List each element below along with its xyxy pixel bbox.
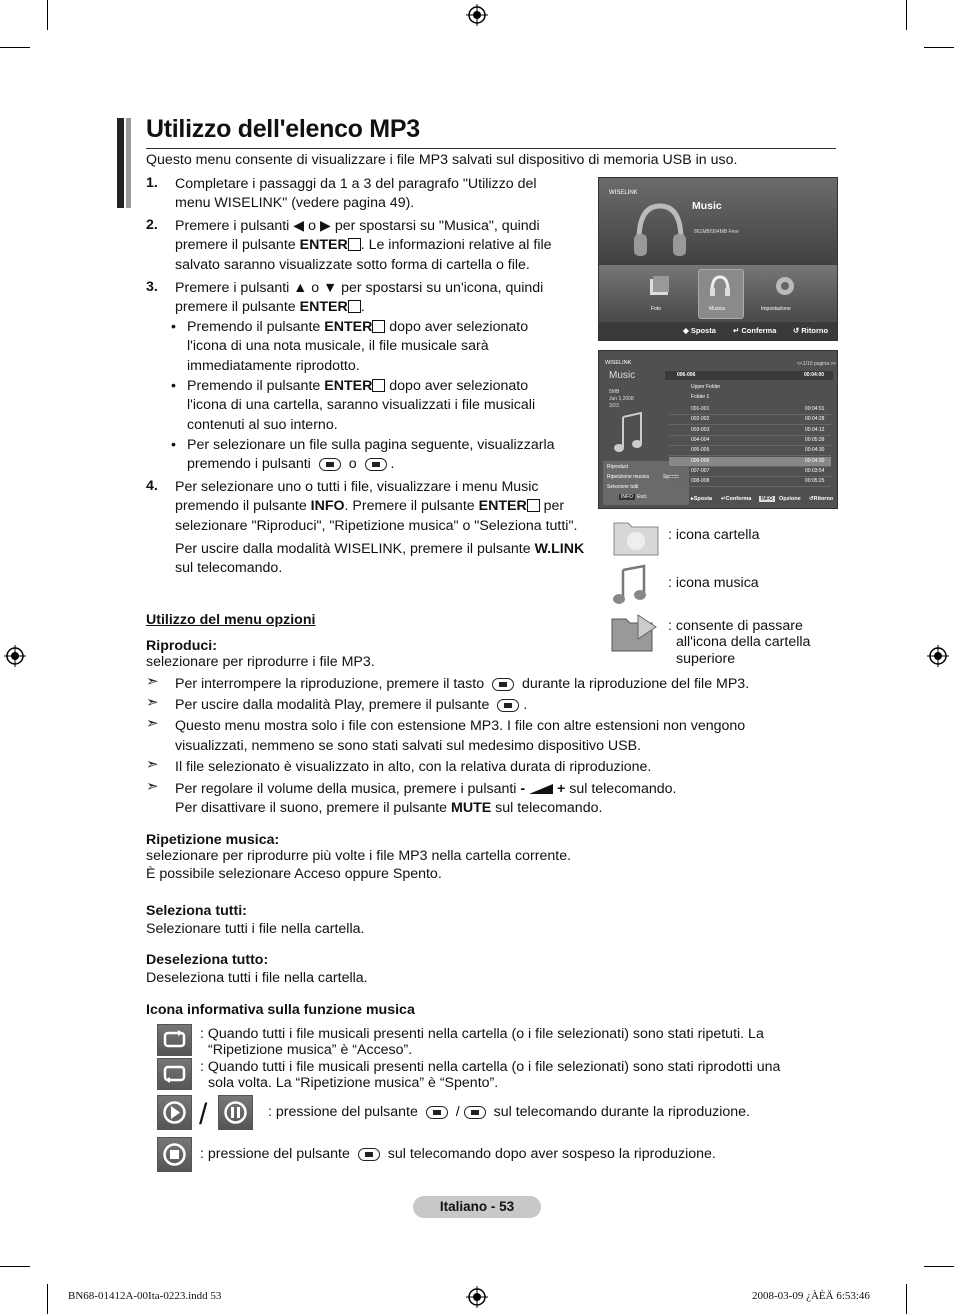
file-row-time: 00:04:30 [805, 447, 825, 454]
menu-esci[interactable]: Esci [637, 494, 647, 500]
bullet3-line1: Per selezionare un file sulla pagina seguente, visualizzarla [187, 437, 555, 453]
file-row[interactable] [669, 415, 831, 425]
file-row-name: 008-008 [691, 478, 710, 485]
repeat-off-text-2: sola volta. La “Ripetizione musica” è “Spento”. [208, 1075, 499, 1091]
riproduci-text: selezionare per riprodurre i file MP3. [146, 654, 375, 670]
folder-icon-label: : icona cartella [668, 527, 760, 543]
ripetizione-heading: Ripetizione musica: [146, 832, 280, 848]
step3-line2: premere il pulsante ENTER . [175, 299, 365, 315]
ripetizione-text-2: È possibile selezionare Acceso oppure Spento. [146, 866, 442, 882]
file-row-time: 00:04:28 [805, 416, 825, 423]
file-count: 3/23 [609, 403, 619, 409]
rewind-button-icon [319, 458, 341, 471]
music-icon [612, 564, 650, 606]
repeat-on-icon [157, 1024, 192, 1056]
heading-bar [117, 118, 124, 208]
file-row[interactable] [669, 446, 831, 456]
note-arrow-icon: ➣ [146, 756, 159, 773]
slash-separator: / [199, 1098, 208, 1131]
music-note-icon [613, 411, 647, 455]
photo-icon [647, 274, 673, 300]
file-row[interactable] [669, 405, 831, 415]
options-heading: Utilizzo del menu opzioni [146, 612, 316, 628]
hint-conferma: ↵Conferma [721, 496, 752, 502]
upper-folder-label-2: all'icona della cartella [676, 634, 811, 650]
now-playing-range: 006-006 [677, 372, 696, 378]
stop-text: : pressione del pulsante sul telecomando dopo aver sospeso la riproduzione. [200, 1146, 716, 1162]
footer-timestamp: 2008-03-09 ¿ÀÈÄ 6:53:46 [752, 1290, 870, 1302]
note-6: Per disattivare il suono, premere il pulsante MUTE sul telecomando. [175, 800, 603, 816]
hint-conferma: ↵ Conferma [733, 326, 777, 335]
step4-line2: premendo il pulsante INFO. Premere il pulsante ENTER per [175, 498, 565, 514]
intro-text: Questo menu consente di visualizzare i file MP3 salvati sul dispositivo di memoria USB in uso. [146, 152, 738, 168]
seleziona-text: Selezionare tutti i file nella cartella. [146, 921, 365, 937]
bullet1-line3: immediatamente riprodotto. [187, 358, 360, 374]
pause-icon [218, 1095, 253, 1130]
file-row-time: 00:04:12 [805, 426, 825, 433]
pause-button-icon [464, 1106, 486, 1119]
step-number: 2. [146, 217, 158, 233]
enter-icon [348, 300, 361, 313]
seleziona-heading: Seleziona tutti: [146, 903, 247, 919]
enter-icon [348, 238, 361, 251]
wiselink-logo: WISELINK [609, 190, 638, 196]
step1-line2: menu WISELINK" (vedere pagina 49). [175, 195, 415, 211]
registration-mark-bottom [466, 1286, 488, 1308]
enter-icon [527, 499, 540, 512]
file-row[interactable] [669, 436, 831, 446]
music-tab-icon [707, 273, 733, 299]
bullet-dot: • [171, 378, 176, 394]
enter-icon [372, 379, 385, 392]
step2-line1: Premere i pulsanti ◀ o ▶ per spostarsi su "Musica", quindi [175, 218, 540, 234]
step-number: 4. [146, 478, 158, 494]
note-3-line1: Questo menu mostra solo i file con estensione MP3. I file con altre estensioni non vengono [175, 718, 746, 734]
note-arrow-icon: ➣ [146, 673, 159, 690]
enter-icon [372, 320, 385, 333]
bullet-dot: • [171, 437, 176, 453]
bullet2-line3: contenuti al suo interno. [187, 417, 338, 433]
file-row-name: 005-005 [691, 447, 710, 454]
deseleziona-heading: Deseleziona tutto: [146, 952, 269, 968]
stop-button-icon [497, 699, 519, 712]
file-row-time: 00:04:30 [805, 457, 825, 464]
file-row[interactable] [669, 477, 831, 487]
file-row-name: 007-007 [691, 467, 710, 474]
file-row-name: 006-006 [691, 457, 710, 464]
step3-line1: Premere i pulsanti ▲ o ▼ per spostarsi su un'icona, quindi [175, 280, 544, 296]
hint-sposta: ◆ Sposta [683, 326, 716, 335]
page-title: Utilizzo dell'elenco MP3 [146, 115, 420, 143]
repeat-off-text-1: : Quando tutti i file musicali presenti nella cartella (o i file selezionati) sono stati riprodotti una [200, 1059, 781, 1075]
info-icons-heading: Icona informativa sulla funzione musica [146, 1002, 415, 1018]
menu-info-key: INFO [621, 494, 633, 500]
option-riproduci[interactable]: Riproduci [607, 464, 629, 470]
note-arrow-icon: ➣ [146, 694, 159, 711]
step2-line2: premere il pulsante ENTER . Le informazioni relative al file [175, 237, 552, 253]
file-row-name: 004-004 [691, 436, 710, 443]
step1-line1: Completare i passaggi da 1 a 3 del paragrafo "Utilizzo del [175, 176, 537, 192]
music-label: Music [609, 370, 636, 381]
upper-folder-label-3: superiore [676, 651, 736, 667]
file-date: Jun 1,2008 [609, 396, 634, 402]
registration-mark-top [466, 4, 488, 26]
hint-opzione: Opzione [779, 496, 801, 502]
repeat-on-text-2: “Ripetizione musica” è “Acceso”. [208, 1042, 413, 1058]
page-number-badge: Italiano - 53 [413, 1196, 541, 1218]
repeat-off-icon [157, 1058, 192, 1090]
note-5: Per regolare il volume della musica, premere i pulsanti - + sul telecomando. [175, 781, 677, 797]
riproduci-heading: Riproduci: [146, 638, 217, 654]
step-number: 3. [146, 279, 158, 295]
ripetizione-text-1: selezionare per riprodurre più volte i file MP3 nella cartella corrente. [146, 848, 572, 864]
hint-ritorno: ↺Ritorno [809, 496, 834, 502]
file-row-name: 001-001 [691, 406, 710, 412]
forward-button-icon [365, 458, 387, 471]
stop-button-icon [358, 1148, 380, 1161]
file-row[interactable] [669, 467, 831, 477]
repeat-on-text-1: : Quando tutti i file musicali presenti nella cartella (o i file selezionati) sono stati ripetuti. La [200, 1026, 764, 1042]
option-ripetizione-value: Spento [663, 474, 679, 480]
play-button-icon [426, 1106, 448, 1119]
footer-file: BN68-01412A-00Ita-0223.indd 53 [68, 1290, 222, 1302]
note-1: Per interrompere la riproduzione, premere il tasto durante la riproduzione del file MP3. [175, 676, 750, 692]
music-label: Music [692, 200, 722, 212]
volume-icon [529, 784, 553, 794]
registration-mark-left [4, 645, 26, 667]
folder-1[interactable]: Folder 1 [691, 394, 710, 400]
bullet2-line1: Premendo il pulsante ENTER dopo aver selezionato [187, 378, 529, 394]
stop-button-icon [492, 678, 514, 691]
note-arrow-icon: ➣ [146, 778, 159, 795]
upper-folder-icon [610, 611, 660, 655]
deseleziona-text: Deseleziona tutti i file nella cartella. [146, 970, 368, 986]
now-playing-time: 00:04:00 [804, 372, 825, 378]
page-indicator: <<1/10 pagina >> [797, 361, 837, 367]
option-seleziona-tutti[interactable]: Selezione tutti [607, 484, 639, 490]
play-pause-text: : pressione del pulsante / sul telecomando durante la riproduzione. [268, 1104, 750, 1120]
bullet1-line2: l'icona di una nota musicale, il file musicale sarà [187, 338, 489, 354]
file-row-name: 003-003 [691, 426, 710, 433]
note-3-line2: visualizzati, nemmeno se sono stati salvati sul medesimo dispositivo USB. [175, 738, 642, 754]
music-icon-label: : icona musica [668, 575, 759, 591]
file-row-time: 00:03:54 [805, 467, 825, 474]
file-size: 5MB [609, 389, 620, 395]
step-number: 1. [146, 175, 158, 191]
note-arrow-icon: ➣ [146, 715, 159, 732]
settings-icon [773, 274, 797, 298]
option-ripetizione[interactable]: Ripetizione musica [607, 474, 649, 480]
bullet-dot: • [171, 319, 176, 335]
free-space: 861MB/994MB Free [694, 229, 739, 235]
note-2: Per uscire dalla modalità Play, premere il pulsante . [175, 697, 528, 713]
upper-folder-label-1: : consente di passare [668, 618, 803, 634]
wiselink-logo: WISELINK [605, 360, 632, 366]
tab-impostazione[interactable]: Impostazione [761, 306, 791, 312]
step4-line1: Per selezionare uno o tutti i file, visualizzare i menu Music [175, 479, 539, 495]
wiselink-filelist-screenshot [598, 350, 838, 509]
wiselink-music-screenshot [598, 177, 838, 341]
headphones-icon [631, 200, 689, 260]
bullet1-line1: Premendo il pulsante ENTER dopo aver selezionato [187, 319, 529, 335]
step4-line5: sul telecomando. [175, 560, 283, 576]
file-row-time: 00:05:25 [805, 478, 825, 485]
step4-line4: Per uscire dalla modalità WISELINK, premere il pulsante W.LINK [175, 541, 585, 557]
title-rule [146, 148, 836, 149]
play-icon [157, 1095, 192, 1130]
tab-musica[interactable]: Musica [709, 306, 725, 312]
file-row-time: 00:04:01 [805, 406, 825, 412]
hint-info-key: INFO [761, 496, 773, 502]
bullet2-line2: l'icona di una cartella, saranno visualizzati i file musicali [187, 397, 536, 413]
registration-mark-right [927, 645, 949, 667]
file-row-time: 00:05:39 [805, 436, 825, 443]
stop-icon [157, 1137, 192, 1172]
heading-bar-light [126, 118, 131, 208]
hint-ritorno: ↺ Ritorno [793, 326, 829, 335]
note-4: Il file selezionato è visualizzato in alto, con la relativa durata di riproduzione. [175, 759, 652, 775]
step4-line3: selezionare "Riproduci", "Ripetizione musica" o "Seleziona tutti". [175, 518, 578, 534]
tab-foto[interactable]: Foto [651, 306, 662, 312]
step2-line3: salvato saranno visualizzate sotto forma di cartella o file. [175, 257, 530, 273]
file-row-name: 002-002 [691, 416, 710, 423]
upper-folder[interactable]: Upper Folder [691, 384, 721, 390]
file-row[interactable] [669, 426, 831, 436]
hint-sposta: ▸Sposta [691, 496, 713, 502]
file-row[interactable] [669, 457, 831, 467]
bullet3-line2: premendo i pulsanti o . [187, 456, 395, 472]
folder-icon [612, 517, 660, 557]
